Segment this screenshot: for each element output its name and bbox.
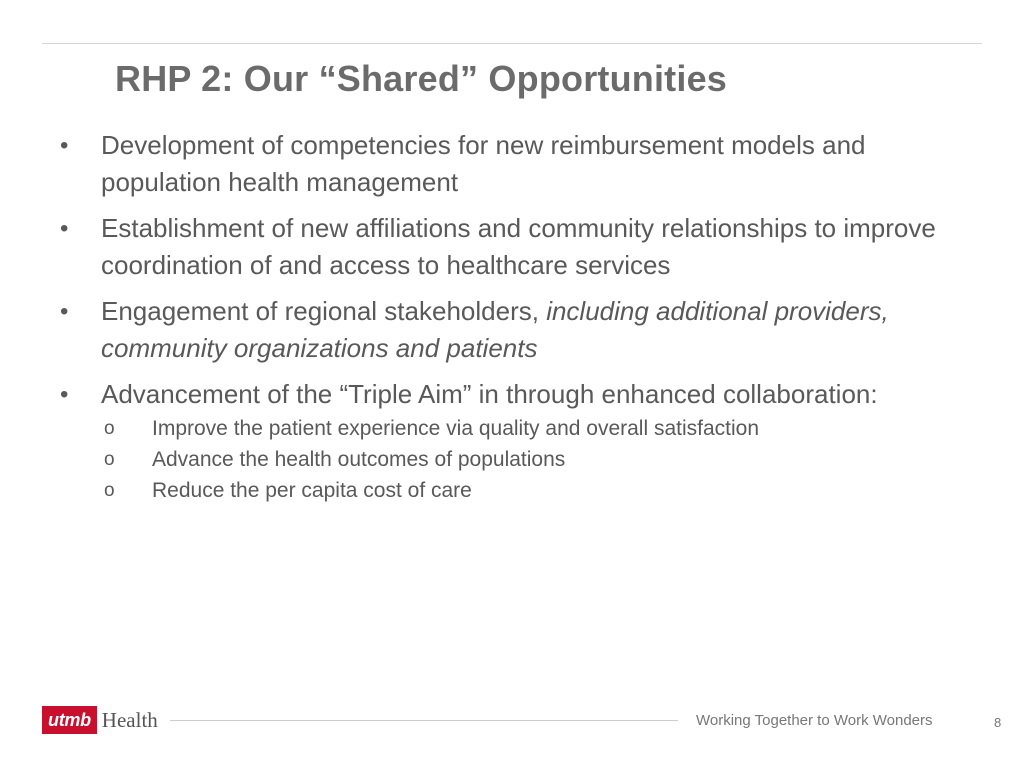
bullet-item [56, 210, 936, 284]
bullet-marker: • [60, 298, 69, 325]
slide-title: RHP 2: Our “Shared” Opportunities [115, 58, 728, 99]
sub-bullet-item [89, 444, 936, 475]
bullet-marker: • [60, 215, 69, 242]
top-divider [42, 43, 982, 44]
bullet-item [56, 127, 936, 201]
footer-tagline: Working Together to Work Wonders [696, 712, 933, 729]
bullet-text: Advancement of the “Triple Aim” in through enhanced collaboration: [101, 379, 878, 409]
sub-bullet-text: Advance the health outcomes of populations [152, 448, 566, 471]
bullet-item [56, 293, 936, 367]
bullet-marker: • [60, 132, 69, 159]
sub-bullet-text: Improve the patient experience via quality and overall satisfaction [152, 417, 760, 440]
bullet-text: Development of competencies for new reimbursement models and population health management [101, 130, 866, 197]
bullet-item [56, 376, 936, 506]
sub-bullet-item [89, 475, 936, 506]
utmb-health-logo [42, 706, 158, 734]
footer-divider [170, 720, 678, 721]
logo-mark: utmb [42, 706, 97, 734]
bullet-italic-text: including additional providers, community organizations and patients [101, 296, 889, 363]
logo-word: Health [101, 707, 158, 732]
sub-bullet-list [89, 413, 936, 506]
sub-bullet-text: Reduce the per capita cost of care [152, 479, 472, 502]
bullet-text: Engagement of regional stakeholders, [101, 296, 547, 326]
sub-bullet-marker: o [104, 480, 115, 501]
sub-bullet-marker: o [104, 418, 115, 439]
page-number: 8 [994, 715, 1002, 730]
bullet-marker: • [60, 381, 69, 408]
sub-bullet-item [89, 413, 936, 444]
bullet-list [56, 127, 936, 515]
sub-bullet-marker: o [104, 449, 115, 470]
bullet-text: Establishment of new affiliations and community relationships to improve coordination of and access to healthcare services [101, 213, 936, 280]
